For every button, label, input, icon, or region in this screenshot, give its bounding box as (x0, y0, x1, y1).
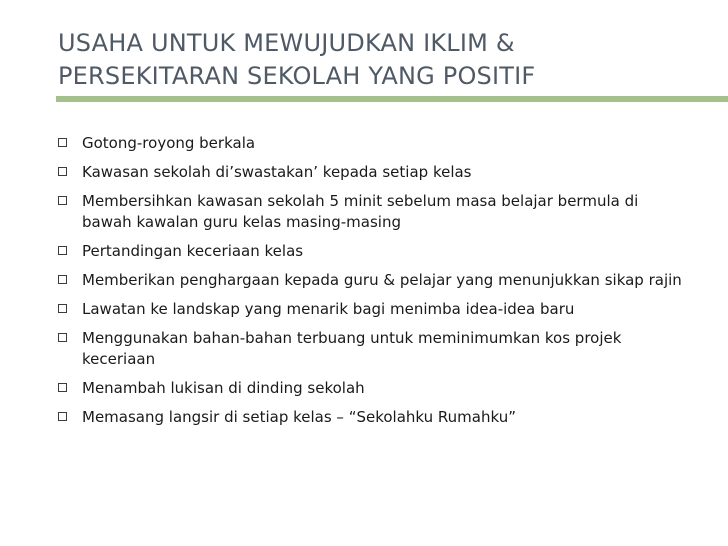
slide-title-line-1: USAHA UNTUK MEWUJUDKAN IKLIM & (58, 29, 515, 57)
bullet-item (58, 328, 688, 370)
bullet-item (58, 378, 688, 399)
hollow-square-bullet-icon (58, 304, 67, 313)
hollow-square-bullet-icon (58, 138, 67, 147)
bullet-item (58, 270, 688, 291)
bullet-text: Menambah lukisan di dinding sekolah (82, 379, 365, 397)
bullet-item (58, 162, 688, 183)
bullet-text: Memberikan penghargaan kepada guru & pelajar yang menunjukkan sikap rajin (82, 271, 682, 289)
bullet-item (58, 191, 688, 233)
hollow-square-bullet-icon (58, 412, 67, 421)
bullet-item (58, 407, 688, 428)
bullet-item (58, 241, 688, 262)
bullet-item (58, 299, 688, 320)
hollow-square-bullet-icon (58, 196, 67, 205)
bullet-text: Membersihkan kawasan sekolah 5 minit sebelum masa belajar bermula di bawah kawalan guru kelas masing-masing (82, 192, 639, 231)
bullet-text: Kawasan sekolah di’swastakan’ kepada setiap kelas (82, 163, 472, 181)
bullet-text: Gotong-royong berkala (82, 134, 256, 152)
hollow-square-bullet-icon (58, 167, 67, 176)
hollow-square-bullet-icon (58, 333, 67, 342)
title-divider (56, 96, 728, 102)
bullet-text: Memasang langsir di setiap kelas – “Sekolahku Rumahku” (82, 408, 516, 426)
bullet-text: Pertandingan keceriaan kelas (82, 242, 304, 260)
slide-title (58, 27, 698, 93)
bullet-text: Lawatan ke landskap yang menarik bagi menimba idea-idea baru (82, 300, 575, 318)
hollow-square-bullet-icon (58, 383, 67, 392)
hollow-square-bullet-icon (58, 275, 67, 284)
bullet-item (58, 133, 688, 154)
hollow-square-bullet-icon (58, 246, 67, 255)
bullet-list (58, 133, 688, 436)
slide-title-line-2: PERSEKITARAN SEKOLAH YANG POSITIF (58, 62, 536, 90)
bullet-text: Menggunakan bahan-bahan terbuang untuk meminimumkan kos projek keceriaan (82, 329, 622, 368)
